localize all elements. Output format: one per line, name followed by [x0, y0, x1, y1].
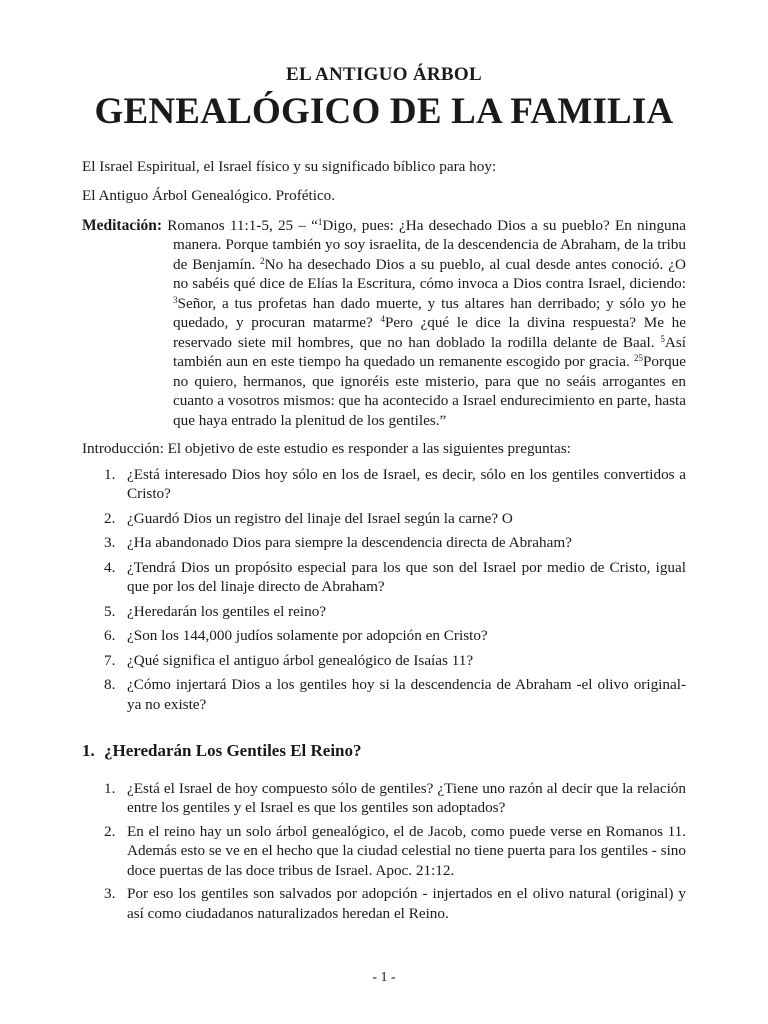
list-item: [82, 651, 686, 671]
meditation-paragraph: [82, 216, 686, 431]
verse-number: 25: [633, 353, 643, 364]
list-text: Por eso los gentiles son salvados por adopción - injertados en el olivo natural (original) y así como ciudadanos naturalizados heredan el Reino.: [127, 885, 686, 922]
document-subtitle: EL ANTIGUO ÁRBOL: [286, 64, 482, 85]
verse-number: 3: [173, 294, 178, 305]
list-item: [82, 558, 686, 597]
list-number: 2.: [104, 822, 116, 840]
list-text: ¿Guardó Dios un registro del linaje del Israel según la carne? O: [127, 509, 513, 527]
list-number: 7.: [104, 651, 116, 669]
list-item: [82, 675, 686, 714]
list-text: ¿Ha abandonado Dios para siempre la descendencia directa de Abraham?: [127, 534, 572, 552]
section-heading: [82, 741, 686, 761]
meditation-reference: Romanos 11:1-5, 25 – “: [162, 216, 318, 234]
list-number: 3.: [104, 885, 116, 903]
list-text: En el reino hay un solo árbol genealógico, el de Jacob, como puede verse en Romanos 11. Además esto se ve en el hecho que la ciudad celestial no tiene puerta para los gentiles - sino doce puertas de las doce tribus de Israel. Apoc. 21:12.: [127, 822, 686, 879]
verse-text: Así también aun en este tiempo ha quedado un remanente escogido por gracia.: [173, 333, 686, 371]
list-item: [82, 465, 686, 504]
verse-number: 1: [317, 216, 323, 227]
section-heading-text: ¿Heredarán Los Gentiles El Reino?: [104, 741, 362, 761]
list-item: [82, 884, 686, 923]
verse-text: No ha desechado Dios a su pueblo, al cual desde antes conoció. ¿O no sabéis qué dice de Elías la Escritura, cómo invoca a Dios contra Israel, diciendo:: [173, 255, 686, 293]
intro-line-1: El Israel Espiritual, el Israel físico y su significado bíblico para hoy:: [82, 157, 497, 175]
questions-list: [82, 465, 686, 715]
list-text: ¿Qué significa el antiguo árbol genealógico de Isaías 11?: [127, 651, 474, 669]
list-number: 5.: [104, 602, 116, 620]
verse-number: 5: [660, 333, 665, 344]
verse-number: 4: [380, 314, 385, 325]
list-number: 3.: [104, 534, 116, 552]
list-item: [82, 626, 686, 646]
intro-line-2: El Antiguo Árbol Genealógico. Profético.: [82, 187, 336, 205]
verse-text: Porque no quiero, hermanos, que ignoréis este misterio, para que no seáis arrogantes en cuanto a vosotros mismos: que ha acontecido a Israel endurecimiento en parte, hasta que haya entrado la plenitud de los gentiles.”: [173, 353, 686, 429]
list-text: ¿Son los 144,000 judíos solamente por adopción en Cristo?: [127, 627, 488, 645]
verse-number: 2: [260, 255, 265, 266]
list-item: [82, 822, 686, 881]
list-item: [82, 509, 686, 529]
list-item: [82, 779, 686, 818]
section-list: [82, 779, 686, 924]
list-number: 1.: [104, 465, 116, 483]
list-number: 4.: [104, 558, 116, 576]
list-text: ¿Está interesado Dios hoy sólo en los de Israel, es decir, sólo en los gentiles convertidos a Cristo?: [127, 465, 686, 503]
verse-text: Digo, pues: ¿Ha desechado Dios a su pueblo? En ninguna manera. Porque también yo soy israelita, de la descendencia de Abraham, de la tribu de Benjamín.: [173, 216, 686, 273]
section-number: 1.: [82, 741, 95, 761]
introduction-paragraph: Introducción: El objetivo de este estudio es responder a las siguientes preguntas:: [82, 440, 571, 458]
meditation-label: Meditación:: [82, 216, 163, 234]
list-text: ¿Tendrá Dios un propósito especial para los que son del Israel por medio de Cristo, igual que por los del linaje directo de Abraham?: [127, 558, 686, 596]
list-text: ¿Está el Israel de hoy compuesto sólo de gentiles? ¿Tiene uno razón al decir que la relación entre los gentiles y el Israel es que los gentiles son adoptados?: [127, 779, 686, 817]
list-item: [82, 533, 686, 553]
list-number: 1.: [104, 779, 116, 797]
page-number: - 1 -: [372, 970, 396, 985]
list-text: ¿Cómo injertará Dios a los gentiles hoy si la descendencia de Abraham -el olivo original- ya no existe?: [127, 676, 686, 713]
document-title: GENEALÓGICO DE LA FAMILIA: [94, 91, 674, 132]
list-number: 6.: [104, 627, 116, 645]
list-number: 8.: [104, 676, 116, 694]
list-item: [82, 602, 686, 622]
verse-text: Pero ¿qué le dice la divina respuesta? Me he reservado siete mil hombres, que no han doblado la rodilla delante de Baal.: [173, 314, 686, 351]
list-text: ¿Heredarán los gentiles el reino?: [127, 602, 327, 620]
verse-text: Señor, a tus profetas han dado muerte, y tus altares han derribado; y sólo yo he quedado, y procuran matarme?: [173, 294, 686, 332]
list-number: 2.: [104, 509, 116, 527]
